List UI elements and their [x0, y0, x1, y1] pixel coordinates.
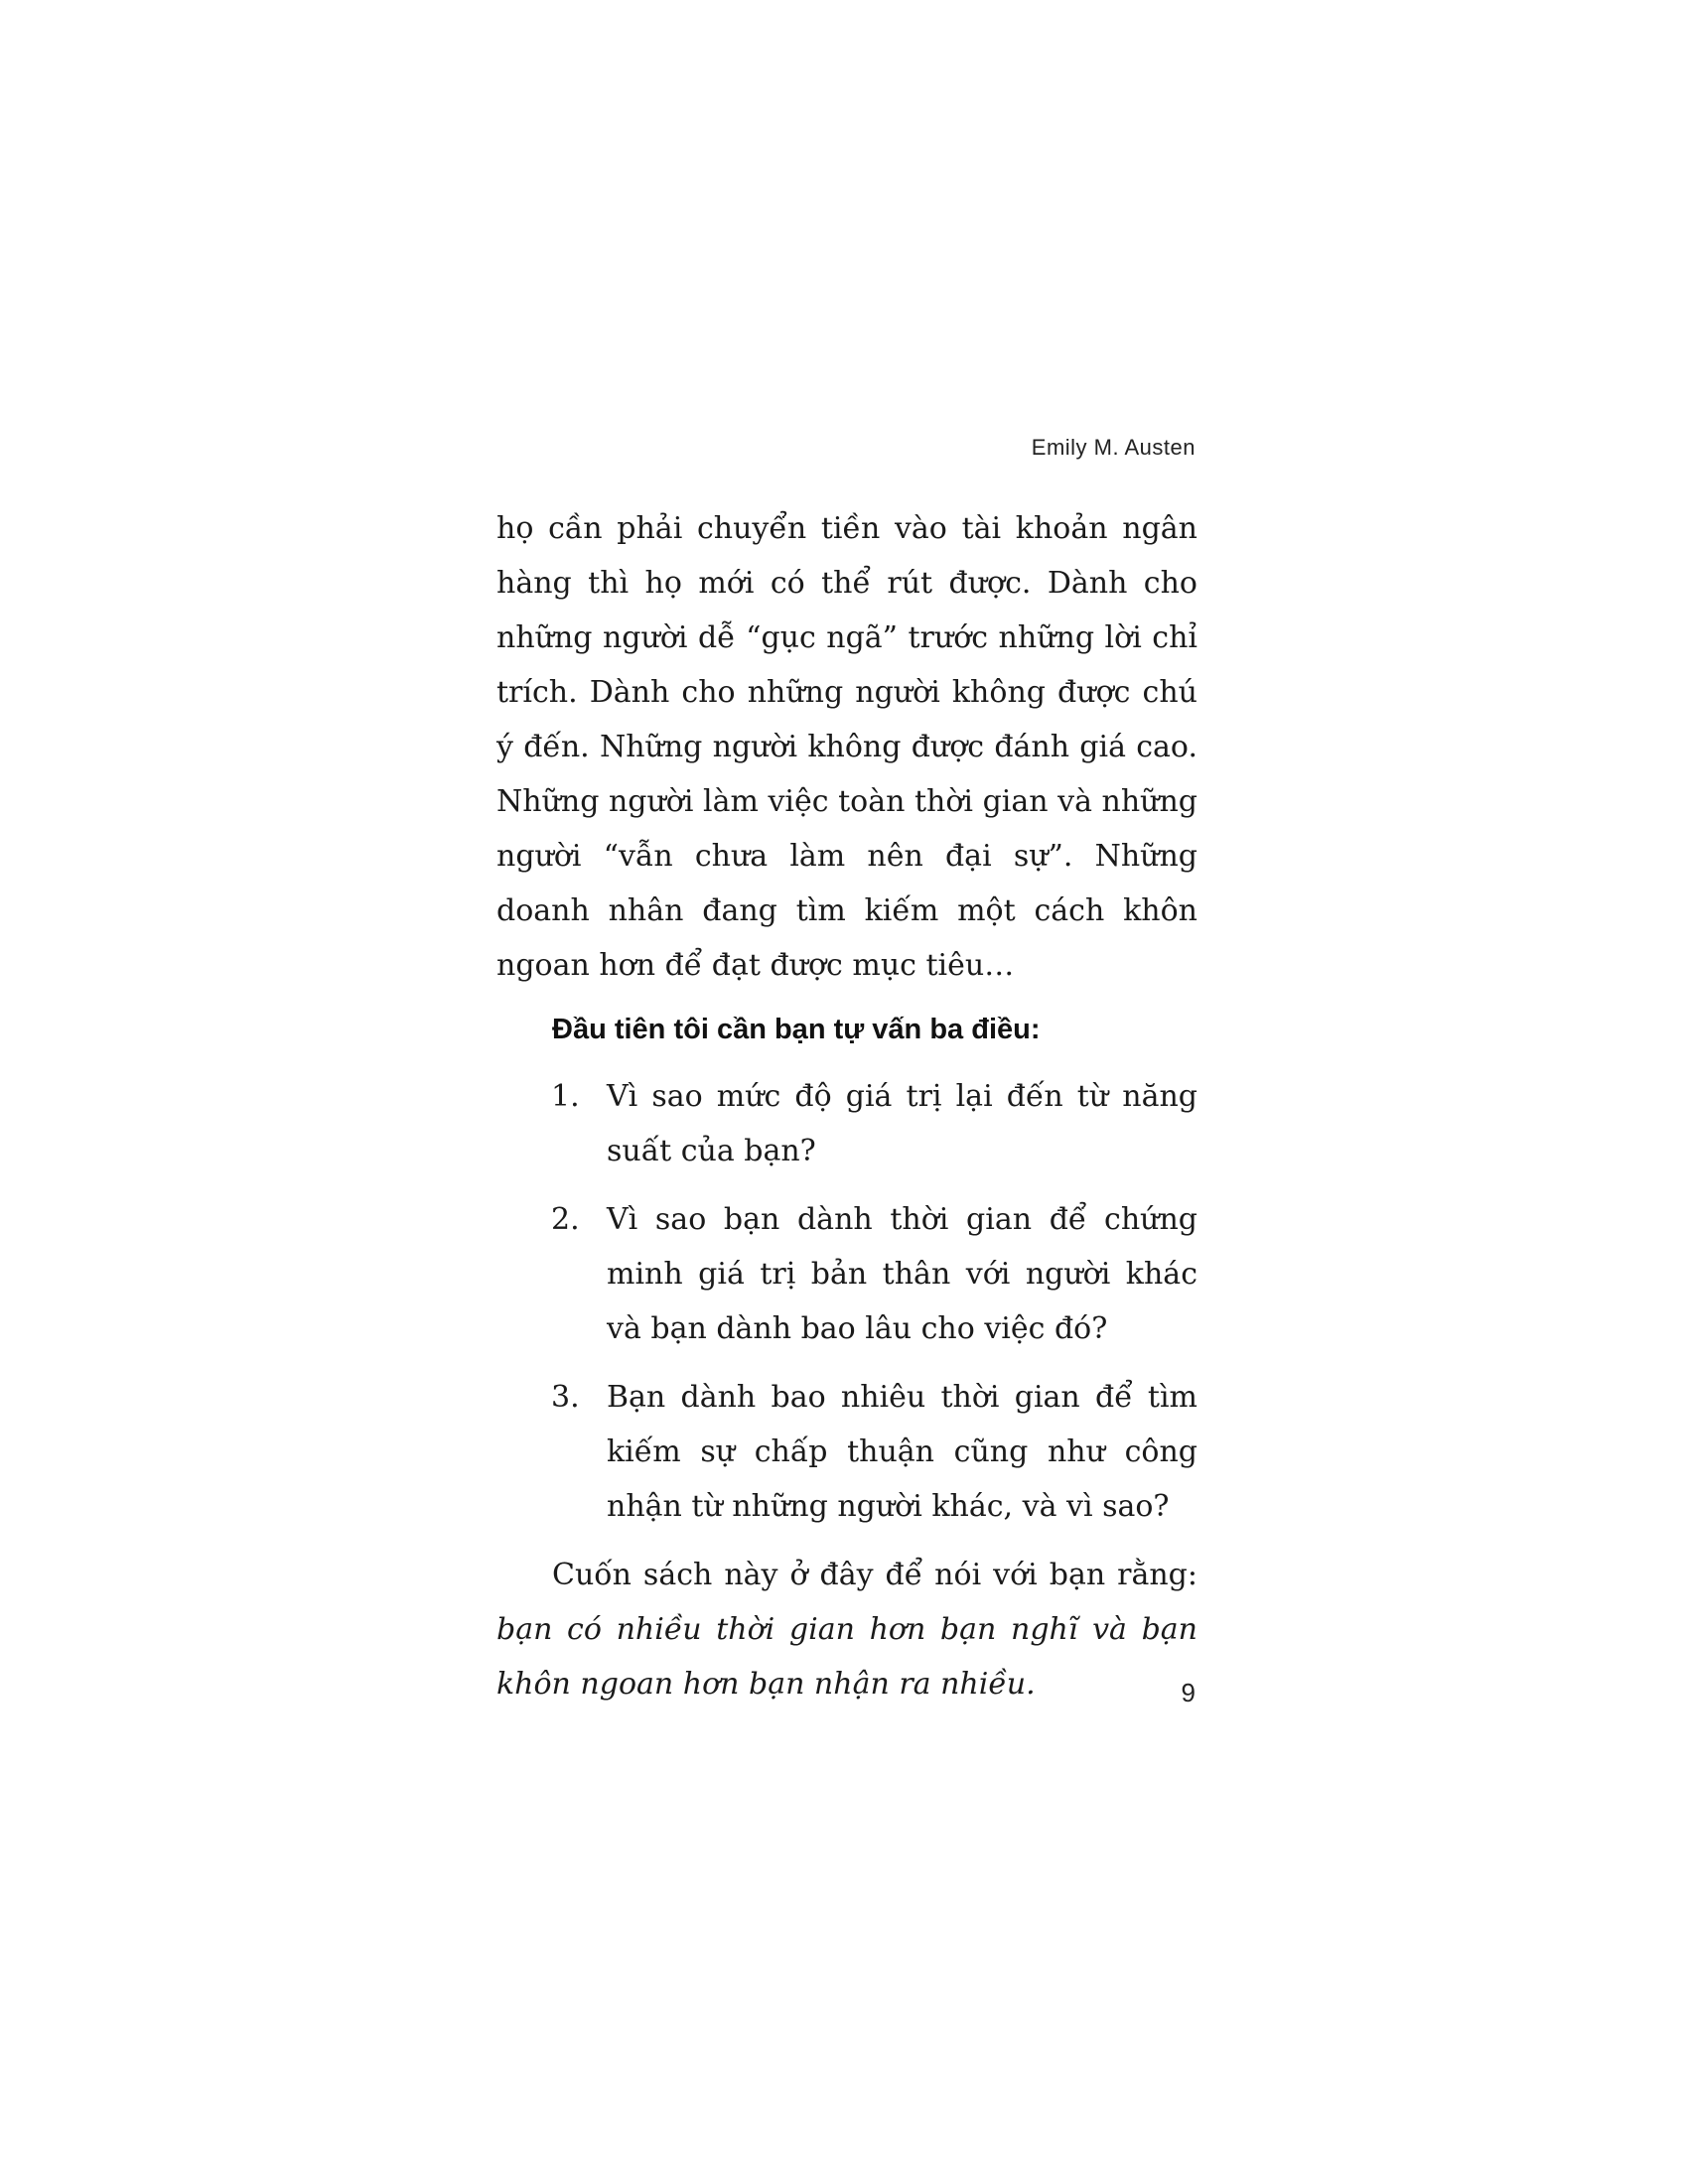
question-number: 1.: [551, 1079, 580, 1114]
page-number: 9: [1181, 1678, 1196, 1707]
closing-paragraph: [496, 1548, 1197, 1711]
questions-list: [496, 1069, 1197, 1534]
closing-emphasis: bạn có nhiều thời gian hơn bạn nghĩ và bạn khôn ngoan hơn bạn nhận ra nhiều.: [496, 1612, 1197, 1702]
running-header-author: Emily M. Austen: [1031, 435, 1196, 460]
question-item: [496, 1069, 1197, 1178]
question-item: [496, 1192, 1197, 1356]
question-item: [496, 1370, 1197, 1534]
question-text: Vì sao mức độ giá trị lại đến từ năng suất của bạn?: [607, 1079, 1197, 1168]
question-number: 2.: [551, 1202, 580, 1237]
question-text: Vì sao bạn dành thời gian để chứng minh giá trị bản thân với người khác và bạn dành bao lâu cho việc đó?: [607, 1202, 1197, 1346]
intro-paragraph: họ cần phải chuyển tiền vào tài khoản ngân hàng thì họ mới có thể rút được. Dành cho những người dễ “gục ngã” trước những lời chỉ trích. Dành cho những người không được chú ý đến. Những người không được đánh giá cao. Những người làm việc toàn thời gian và những người “vẫn chưa làm nên đại sự”. Những doanh nhân đang tìm kiếm một cách khôn ngoan hơn để đạt được mục tiêu…: [496, 511, 1197, 983]
question-number: 3.: [551, 1380, 580, 1415]
closing-lead: Cuốn sách này ở đây để nói với bạn rằng:: [552, 1558, 1197, 1592]
question-text: Bạn dành bao nhiêu thời gian để tìm kiếm sự chấp thuận cũng như công nhận từ những người khác, và vì sao?: [607, 1380, 1197, 1524]
page-body: [496, 501, 1197, 1711]
questions-heading: Đầu tiên tôi cần bạn tự vấn ba điều:: [552, 1014, 1041, 1045]
